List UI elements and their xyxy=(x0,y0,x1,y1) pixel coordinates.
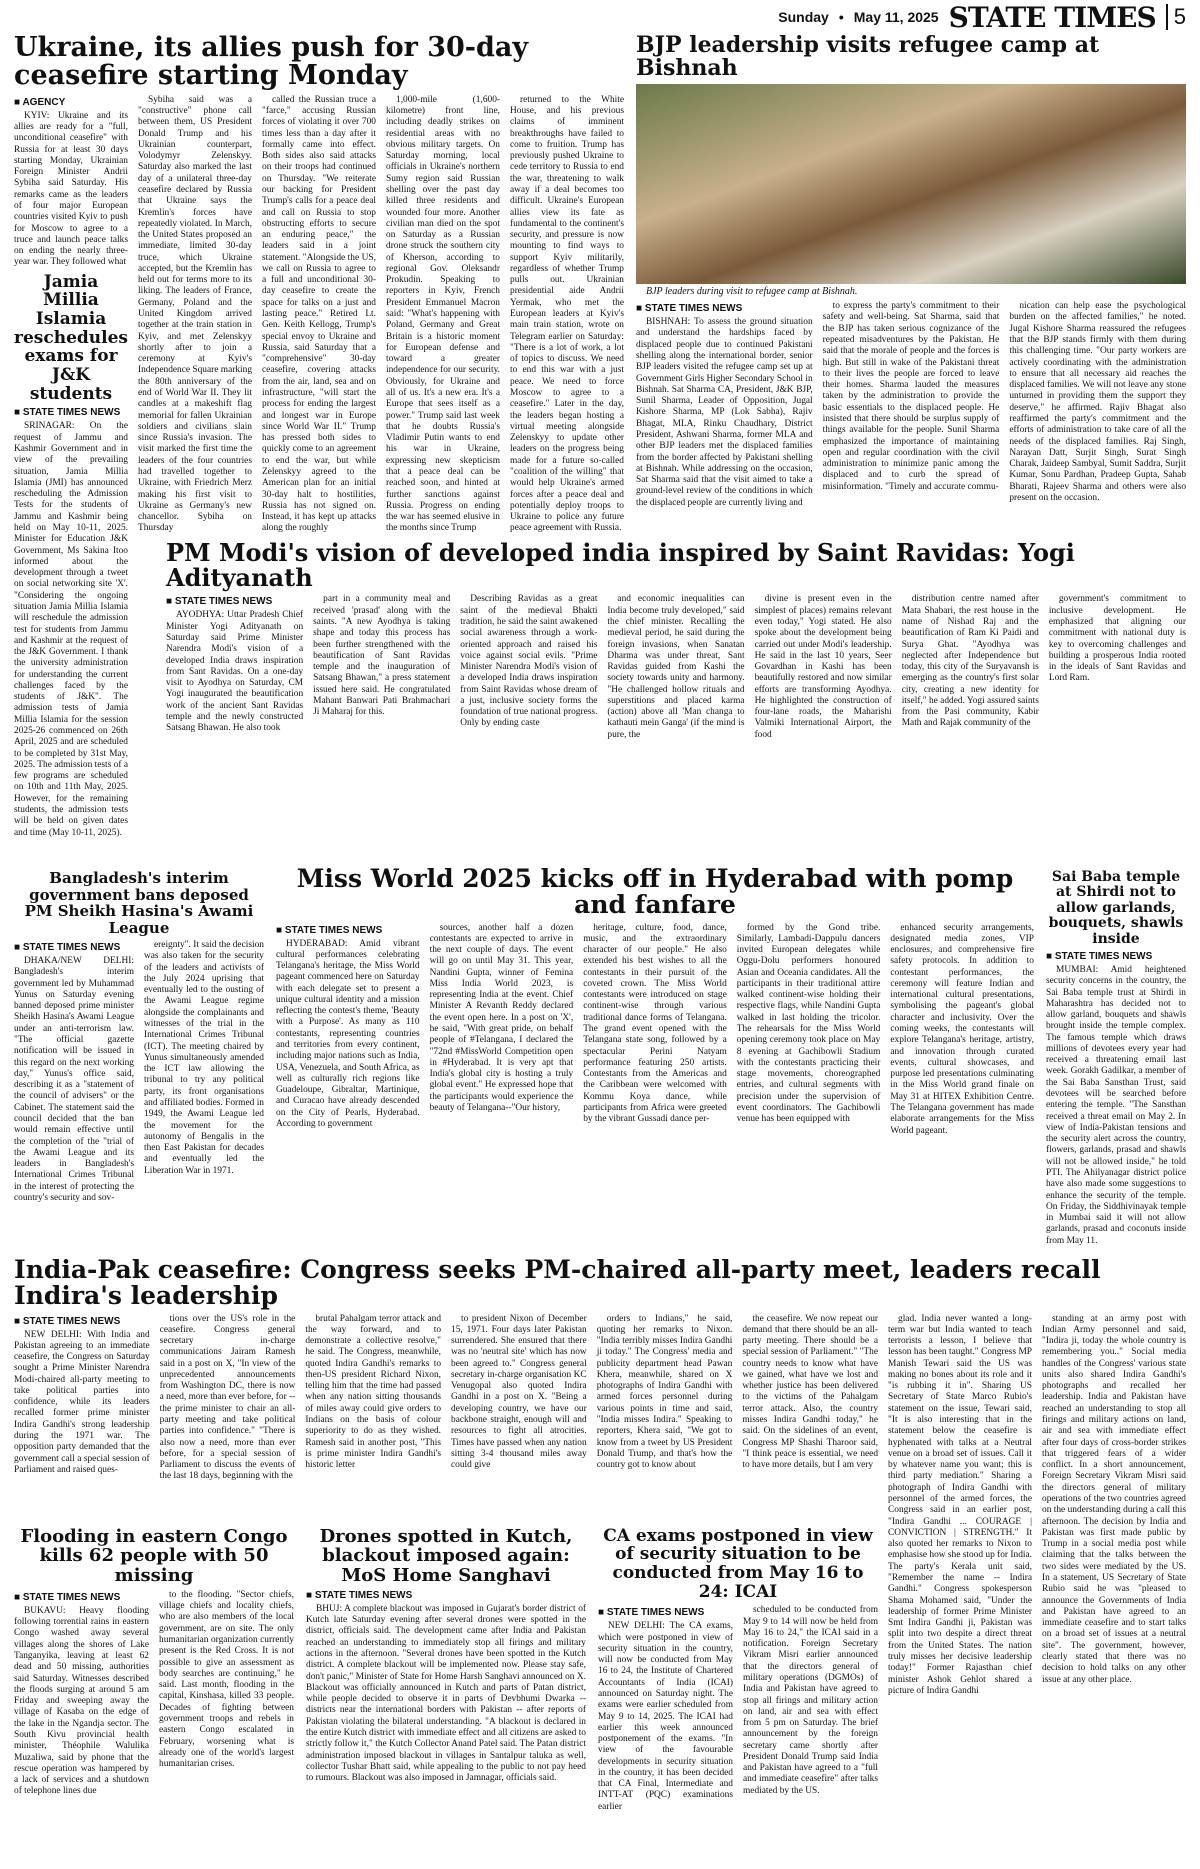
bjp-photo xyxy=(636,84,1186,284)
bangladesh-text: DHAKA/NEW DELHI: Bangladesh's interim government led by Muhammad Yunus on Saturday evening banned deposed prime minister Sheikh Hasina's Awami League under an anti-terrorism law. "The official gazette notification will be issued in this regard on the next working day," Yunus's office said, describing it as a "statement of the council of advisers" or the Cabinet. The statement said the council decided that the ban would remain effective until the completion of the "trial of the Awami League and its leaders in Bangladesh's International Crimes Tribunal in the interest of protecting the country's security and sov- xyxy=(14,956,134,1203)
ca-headline: CA exams postponed in view of security situation to be conducted from May 16 to 24: ICAI xyxy=(603,1525,873,1602)
modi-text: AYODHYA: Uttar Pradesh Chief Minister Yogi Adityanath on Saturday said Prime Minister Narendra Modi's vision of a developed India draws inspiration from Sant Ravidas. On a one-day visit to Ayodhya on Saturday, CM Yogi inaugurated the beautification work of the ancient Sant Ravidas temple and the newly constructed Satsang Bhawan. He also took xyxy=(166,610,304,734)
bjp-text: to express the party's commitment to their safety and well-being. Sat Sharma, said that the BJP has taken serious cognizance of the repeated misadventures by the Pakistan. He said that the morale of people and the forces is high. But still in wake of the Pakistani threat to their lives the people are forced to leave their homes. Sharma lauded the measures taken by the administration to provide the basic essentials to the displaced people. He insisted that there should be surplus supply of things available for the people. Sunil Sharma emphasized the importance of maintaining open and regular coordination with the civil administration to minimize panic among the displaced and to curb the spread of misinformation. "Timely and accurate commu- xyxy=(822,301,1000,492)
indiapak-text: to president Nixon of December 15, 1971. Four days later Pakistan surrendered. She ensured that there was no 'neutral site' which has now been agreed to." Congress general secretary in-charge organisation KC Venugopal also quoted Indira Gandhi in a post on X. "Being a developing country, we have our backbone straight, enough will and resources to fight all atrocities. Times have passed when any nation sitting 3-4 thousand miles away could give xyxy=(451,1313,587,1471)
bjp-headline: BJP leadership visits refugee camp at Bishnah xyxy=(636,32,1100,82)
missworld-text: formed by the Gond tribe. Similarly, Lambadi-Dappulu dancers invited European delegates while Oggu-Dolu performers honoured Asian and Oceania candidates. All the participants in their traditional attire walked continent-wise holding their respective flags, while Nandini Gupta walked in last holding the tricolor. The rehearsals for the Miss World opening ceremony took place on May 8 evening at Gachibowli Stadium with the contestants practicing their stage movements, choreographed entries, and cultural segments with precision under the supervision of event coordinators. The Gachibowli venue has been equipped with xyxy=(736,922,881,1125)
kutch-headline: Drones spotted in Kutch, blackout imposed again: MoS Home Sanghavi xyxy=(319,1525,573,1587)
indiapak-col-3 xyxy=(305,1314,441,1519)
bangladesh-headline: Bangladesh's interim government bans deposed PM Sheikh Hasina's Awami League xyxy=(24,869,254,937)
congo-text: BUKAVU: Heavy flooding following torrential rains in eastern Congo washed away several villages along the shores of Lake Tanganyika, leaving at least 62 dead and 50 missing, authorities said Saturday. Witnesses described the floods surging at around 5 am Friday and sweeping away the village of Kasaba on the edge of the lake in the Ngandja sector. The South Kivu provincial health minister, Théophile Walulika Muzaliwa, said by phone that the rescue operation was hampered by a lack of services and a shutdown of telephone lines due xyxy=(14,1605,149,1797)
jamia-text: SRINAGAR: On the request of Jammu and Kashmir Government and in view of the prevailing situation, Jamia Millia Islamia (JMI) has announced rescheduling the Admission Tests for the students of Jammu and Kashmir being held on May 10-11, 2025. Minister for Education J&K Government, Ms Sakina Itoo informed about the development through a tweet on social networking site 'X'. "Considering the ongoing situation Jamia Millia Islamia will reschedule the admission test for students from Jammu and Kashmir at the request of the J&K Government. I thank the university administration for understanding the current challenges faced by the students of J&K". The admission tests of Jamia Millia Islamia for the session 2025-26 commenced on 26th April, 2025 and are scheduled to be completed by 31st May, 2025. The admission tests of a few programs are scheduled on 10th and 11th May, 2025. However, for the remaining students, the admission tests will be held on given dates and time (May 10-11, 2025). xyxy=(14,421,128,838)
bottom-stories xyxy=(14,1523,878,1828)
indiapak-text: the ceasefire. We now repeat our demand that there should be an all-party meeting. There should be a special session of Parliament." "The country needs to know what have we gained, what have we lost and whether justice has been delivered to the victims of the Pahalgam terror attack. Also, the country misses Indira Gandhi today," he said. On the sidelines of an event, Congress MP Shashi Tharoor said, "I think peace is essential, we need to have more details, but I am very xyxy=(742,1313,879,1471)
indiapak-col-8 xyxy=(1042,1314,1186,1829)
kutch-dateline: ■ STATE TIMES NEWS xyxy=(306,1590,586,1602)
ukraine-headline: Ukraine, its allies push for 30-day ceasefire starting Monday xyxy=(14,32,529,92)
ukraine-text: KYIV: Ukraine and its allies are ready for a "full, unconditional ceasefire" with Russia for at least 30 days starting Monday, Ukrainian Foreign Minister Andrii Sybiha said Saturday. His remarks came as the leaders of four major European countries visited Kyiv to push for Moscow to agree to a truce and launch peace talks on ending the nearly three-year war. They followed what xyxy=(14,110,128,268)
bjp-dateline: ■ STATE TIMES NEWS xyxy=(636,303,813,315)
indiapak-dateline: ■ STATE TIMES NEWS xyxy=(14,1316,150,1328)
congo-col-2 xyxy=(159,1590,294,1840)
bjp-col-3 xyxy=(1009,301,1186,549)
saibaba-text: MUMBAI: Amid heightened security concerns in the country, the Sai Baba temple trust at Shirdi in Maharashtra has decided not to allow garland, bouquets and shawls brought inside the temple complex. The famous temple which draws millions of devotees every year had received a threatening email last week. Gorakh Gadilkar, a member of the Sai Baba Sansthan Trust, said devotees will be searched before entering the temple. "The Sansthan received a threat email on May 2. In view of India-Pakistan tensions and the security alert across the country, flowers, garlands, prasad and shawls will not be allowed inside," he told PTI. The Ahilyanagar district police have also made some suggestions to enhance the security of the temple. On Friday, the Siddhivinayak temple in Mumbai said it will not allow garlands, prasad and coconuts inside from May 11. xyxy=(1046,964,1186,1246)
indiapak-text: standing at an army post with Indian Army personnel and said, "Indira ji, today the whole country is remembering you.." Social media handles of the Congress' various state units also shared Indira Gandhi's photographs and recalled her leadership. India and Pakistan have reached an understanding to stop all firings and military actions on land, air and sea with immediate effect after four days of cross-border strikes that triggered fears of a wider conflict. In a short announcement, Foreign Secretary Vikram Misri said the directors general of military operations of the two countries agreed on the understanding during a call this afternoon. The decision by India and Pakistan was first made public by Trump in a social media post while claiming that the talks between the two sides were mediated by the US. In a statement, US Secretary of State Rubio said he was "pleased to announce the Governments of India and Pakistan have agreed to an immediate ceasefire and to start talks on a broad set of issues at a neutral site". The government, however, clearly stated that there was no decision to hold talks on any other issue at any other place. xyxy=(1042,1313,1186,1685)
ukraine-text: returned to the White House, and his previous claims of imminent breakthroughs have failed to come to fruition. Trump has previously pushed Ukraine to cede territory to Russia to end the war, threatening to walk away if a deal becomes too difficult. Ukraine's European allies view its fate as fundamental to the continent's security, and pressure is now mounting to find ways to support Kyiv militarily, regardless of whether Trump pulls out. Ukrainian presidential aide Andrii Yermak, who met the European leaders at Kyiv's main train station, wrote on Telegram earlier on Saturday: "There is a lot of work, a lot of topics to discuss. We need to end this war with a just peace. We need to force Moscow to agree to a ceasefire." Later in the day, the leaders began hosting a virtual meeting alongside Zelenskyy to update other leaders on the progress being made for a future so-called "coalition of the willing" that would help Ukraine's armed forces after a peace deal and potentially deploy troops to Ukraine to police any future peace agreement with Russia. xyxy=(510,94,624,534)
modi-text: government's commitment to inclusive development. He emphasized that aligning our commitment with national duty is key to overcoming challenges and building a prosperous India rooted in the ideals of Sant Ravidas and Lord Ram. xyxy=(1048,594,1186,684)
indiapak-col-5 xyxy=(597,1314,733,1519)
indiapak-text: orders to Indians," he said, quoting her remarks to Nixon. "India terribly misses Indira Gandhi ji today." The Congress' media and publicity department head Pawan Khera, meanwhile, shared on X photographs of Indira Gandhi with armed forces personnel during various points in time and said, "India misses Indira." Speaking to reporters, Khera said, "We got to know from a tweet by US President Donald Trump, and that's how the country got to know about xyxy=(596,1313,733,1471)
indiapak-headline: India-Pak ceasefire: Congress seeks PM-chaired all-party meet, leaders recall Indira's leadership xyxy=(14,1255,1101,1311)
indiapak-text: NEW DELHI: With India and Pakistan agreeing to an immediate ceasefire, the Congress on Saturday sought a Prime Minister Narendra Modi-chaired all-party meeting to take political parties into confidence, while its leaders recalled former prime minister Indira Gandhi's strong leadership during the 1971 war. The opposition party demanded that the government call a special session of Parliament and raised ques- xyxy=(14,1329,150,1475)
congo-text: to the flooding. "Sector chiefs, village chiefs and locality chiefs, who are also members of the local government, are on site. The only humanitarian organization currently present is the Red Cross. It is not possible to give an assessment as body searches are continuing," he said. Last month, flooding in the capital, Kinshasa, killed 33 people. Decades of fighting between government troops and rebels in eastern Congo escalated in February, worsening what is already one of the world's largest humanitarian crises. xyxy=(159,1589,294,1770)
congo-headline: Flooding in eastern Congo kills 62 people with 50 missing xyxy=(20,1525,288,1587)
missworld-article xyxy=(276,866,1034,1251)
indiapak-col-6 xyxy=(742,1314,878,1519)
modi-article xyxy=(166,540,1186,860)
ukraine-col-3 xyxy=(262,95,376,547)
bangladesh-col-2 xyxy=(144,940,264,1275)
indiapak-text: glad. India never wanted a long-term war but India wanted to teach terrorists a lesson, I believe that lesson has been taught." Congress MP Manish Tewari said the US was making no bones about its role and it "is rubbing it in". Sharing US Secretary of State Marco Rubio's statement on the issue, Tewari said, "It is also interesting that in the statement below the ceasefire is hyphenated with talks at a Neutral venue on a broad set of issues. Call it by whatever name you want; this is third party mediation." Sharing a photograph of Indira Gandhi with personnel of the armed forces, the Congress said in an earlier post, "Indira Gandhi ... COURAGE | CONVICTION | STRENGTH." It also quoted her remarks to Nixon to emphasise how she stood up for India. The party's Kerala unit said, "Remember the name -- Indira Gandhi." Congress spokesperson Shama Mohamed said, "Under the leadership of former Prime Minister Smt Indira Gandhi ji, Pakistan was split into two despite a direct threat from the United States. The nation truly misses her decisive leadership today!" Former Rajasthan chief minister Ashok Gehlot shared a picture of Indira Gandhi xyxy=(888,1313,1032,1696)
ukraine-col-5 xyxy=(510,95,624,547)
saibaba-dateline: ■ STATE TIMES NEWS xyxy=(1046,951,1186,963)
bjp-text: BISHNAH: To assess the ground situation and understand the hardships faced by displaced people due to continued Pakistani shelling along the international border, senior BJP leaders visited the refugee camp set up at Government Girls Higher Secondary School in Bishnah. Sat Sharma CA, President, J&K BJP, Sunil Sharma, Leader of Opposition, Jugal Kishore Sharma, MP (Lok Sabha), Rajiv Bhagat, MLA, Rinku Chaudhary, District President, Ashwani Sharma, former MLA and other BJP leaders met the displaced families from the border affected by Pakistani shelling at Bishnah. While addressing on the occasion, Sat Sharma said that the visit aimed to take a ground-level review of the conditions in which the displaced people are currently living and xyxy=(636,317,813,508)
kutch-text: BHUJ: A complete blackout was imposed in Gujarat's border district of Kutch late Saturday evening after several drones were spotted in the district, officials said. The development came after India and Pakistan reached an understanding to immediately stop all firings and military actions in the afternoon. "Several drones have been spotted in the Kutch district. A complete blackout will be implemented now. Please stay safe, don't panic," Minister of State for Home Harsh Sanghavi announced on X. Blackout was officially announced in Kutch and parts of Patan district, while people decided to observe it in parts of Devbhumi Dwarka -- districts near the international borders with Pakistan -- after reports of Pakistan violating the bilateral understanding. "A blackout is declared in the entire Kutch district with immediate effect and all citizens are asked to strictly follow it," the Kutch Collector Anand Patel said. The Patan district administration imposed blackout in villages in Santalpur taluka as well, collector Tushar Bhatt said, while appealing to the public to not pay heed to rumours. Blackout was also imposed in Jamnagar, officials said. xyxy=(306,1603,586,1784)
indiapak-col-1 xyxy=(14,1314,150,1519)
indiapak-article xyxy=(14,1257,1186,1817)
indiapak-left xyxy=(14,1314,878,1834)
missworld-col-4 xyxy=(737,923,881,1268)
page-number: 5 xyxy=(1166,4,1186,30)
bullet-icon: • xyxy=(838,9,844,25)
ukraine-text: 1,000-mile (1,600-kilometre) front line, including deadly strikes on residential areas with no obvious military targets. On Saturday morning, local officials in Ukraine's northern Sumy region said Russian shelling over the past day killed three residents and wounded four more. Another civilian man died on the spot on Saturday as a Russian drone struck the southern city of Kherson, according to regional Gov. Oleksandr Prokudin. Speaking to reporters in Kyiv, French President Emmanuel Macron said: "What's happening with Poland, Germany and Great Britain is a historic moment for European defense and toward a greater independence for our security. Obviously, for Ukraine and all of us. It's a new era. It's a Europe that sees itself as a power." Trump said last week that he doubts Russia's Vladimir Putin wants to end his war in Ukraine, expressing new skepticism that a peace deal can be reached soon, and hinted at further sanctions against Russia. Progress on ending the war has seemed elusive in the months since Trump xyxy=(386,94,500,534)
bangladesh-article xyxy=(14,866,264,1251)
modi-band xyxy=(14,540,1186,860)
missworld-text: sources, another half a dozen contestants are expected to arrive in the next couple of days. The event will go on until May 31. This year, Nandini Gupta, winner of Femina Miss India World 2023, is representing India at the event. Chief Minister A Revanth Reddy declared the event open here. In a post on 'X', he said, "With great pride, on behalf people of #Telangana, I declared the "72nd #MissWorld Competition open in #Hyderabad. It is very apt that India's global city is hosting a truly global event." He expressed hope that the participants would experience the beauty of Telangana--"Our history, xyxy=(429,922,574,1113)
modi-text: and economic inequalities can India become truly developed," said the chief minister. Recalling the medieval period, he said during the foreign invasions, when Sanatan Dharma was under threat, Sant Ravidas guided from Kashi the society towards unity and harmony. "He challenged hollow rituals and superstitions and placed karma (action) above all 'Man changa to kathauti mein Ganga' (if the mind is pure, the xyxy=(607,594,745,740)
ca-article xyxy=(598,1523,878,1828)
modi-text: divine is present even in the simplest of places) remains relevant even today," Yogi stated. He also spoke about the development being carried out under Modi's leadership. He said in the last 10 years, Seer Govardhan in Kashi has been beautifully restored and now similar efforts are transforming Ayodhya. He highlighted the construction of four-lane roads, the Maharishi Valmiki International Airport, the food xyxy=(754,594,892,740)
missworld-col-2 xyxy=(430,923,574,1268)
bjp-article xyxy=(636,34,1186,534)
ca-text: scheduled to be conducted from May 9 to 14 will now be held from May 16 to 24," the ICAI said in a notification. Foreign Secretary Vikram Misri earlier announced that the directors general of military operations (DGMOs) of India and Pakistan have agreed to stop all firings and military action on land, air and sea with effect from 5 pm on Saturday. The brief announcement by the foreign secretary came shortly after President Donald Trump said India and Pakistan have agreed to a "full and immediate ceasefire" after talks mediated by the US. xyxy=(743,1605,878,1796)
missworld-text: HYDERABAD: Amid vibrant cultural performances celebrating Telangana's heritage, the Miss World pageant commenced here on Saturday with each delegate set to present a unique cultural identity and a mission reflecting the contest's theme, 'Beauty with a Purpose'. As many as 110 contestants, representing countries and territories from every continent, including major nations such as India, USA, Venezuela, and South Africa, as well as culturally rich regions like Guadeloupe, Gibraltar, Martinique, and Curacao have already descended on the City of Pearls, Hyderabad. According to government xyxy=(276,938,420,1129)
ukraine-text: Sybiha said was a "constructive" phone call between them, US President Donald Trump and his Ukrainian counterpart, Volodymyr Zelenskyy. Saturday also marked the last day of a unilateral three-day ceasefire declared by Russia that Ukraine says the Kremlin's forces have repeatedly violated. In March, the United States proposed an immediate, limited 30-day truce, which Ukraine accepted, but the Kremlin has held out for terms more to its liking. The leaders of France, Germany, Poland and the United Kingdom arrived together at the train station in Kyiv, and met Zelenskyy shortly after to join a ceremony at Kyiv's Independence Square marking the 80th anniversary of the end of World War II. They lit candles at a makeshift flag memorial for fallen Ukrainian soldiers and civilians slain since Russia's invasion. The visit marked the first time the leaders of the four countries had travelled together to Ukraine, with Friedrich Merz making his first visit to Ukraine as Germany's new chancellor. Sybiha on Thursday xyxy=(138,94,253,534)
ca-col-2 xyxy=(743,1605,878,1855)
modi-col-4 xyxy=(607,594,744,879)
congo-dateline: ■ STATE TIMES NEWS xyxy=(14,1592,149,1604)
modi-text: distribution centre named after Mata Shabari, the rest house in the name of Nishad Raj and the beautification of Ram Ki Paidi and Surya Ghat. "Ayodhya was neglected after Independence but today, this city of the Suryavansh is emerging as the country's first solar city, creating a new identity for itself," he added. Yogi assured saints from the Pasi community, Kabir Math and Rajak community of the xyxy=(901,594,1039,729)
modi-dateline: ■ STATE TIMES NEWS xyxy=(166,596,303,608)
ukraine-col-1 xyxy=(14,95,128,838)
kutch-article xyxy=(306,1523,586,1828)
congo-col-1 xyxy=(14,1590,149,1840)
saibaba-headline: Sai Baba temple at Shirdi not to allow garlands, bouquets, shawls inside xyxy=(1048,869,1184,947)
bjp-text: nication can help ease the psychological burden on the affected families," he noted. Jugal Kishore Sharma reassured the refugees that the BJP stands firmly with them during this challenging time. "Our party workers are actively coordinating with the administration to ensure that all necessary aid reaches the displaced families. We will not leave any stone unturned in providing them the support they deserve," he affirmed. Rajiv Bhagat also reaffirmed the party's commitment and the efforts of administration to take care of all the needs of the displaced families. Raj Singh, Narayan Datt, Surjit Singh, Surat Singh Charak, Jaideep Sambyal, Sumit Saddra, Surjit Kumar, Sonu Pardhan, Pradeep Gupta, Sahab Bharati, Rajeev Sharma and others were also present on the occasion. xyxy=(1009,301,1187,503)
modi-col-7 xyxy=(1049,594,1186,879)
masthead xyxy=(14,0,1186,34)
modi-col-2 xyxy=(313,594,450,879)
bjp-caption: BJP leaders during visit to refugee camp at Bishnah. xyxy=(646,286,858,298)
modi-col-6 xyxy=(902,594,1039,879)
indiapak-text: brutal Pahalgam terror attack and the way forward, and to demonstrate a collective resolve," he said. The Congress, meanwhile, quoted Indira Gandhi's remarks to then-US president Richard Nixon, telling him that the time had passed when any nation sitting thousands of miles away could give orders to Indians on the basis of colour superiority to do as they wished. Ramesh said in another post, "This is prime minister Indira Gandhi's historic letter xyxy=(305,1313,442,1471)
missworld-dateline: ■ STATE TIMES NEWS xyxy=(276,925,420,937)
ukraine-col-2 xyxy=(138,95,252,547)
indiapak-col-4 xyxy=(451,1314,587,1519)
modi-col-5 xyxy=(755,594,892,879)
ukraine-dateline: ■ AGENCY xyxy=(14,97,128,109)
saibaba-col xyxy=(1046,951,1186,1271)
bangladesh-col-1 xyxy=(14,940,134,1275)
modi-text: Describing Ravidas as a great saint of the medieval Bhakti tradition, he said the saint awakened social awareness through a work-oriented approach and raised his voice against social evils. "Prime Minister Narendra Modi's vision of a developed India draws inspiration from Saint Ravidas whose dream of a just, inclusive society forms the foundation of true national progress. Only by ending caste xyxy=(460,594,598,729)
ukraine-text: called the Russian truce a "farce," accusing Russian forces of violating it over 700 times less than a day after it formally came into effect. Both sides also said attacks on their troops had continued on Thursday. "We reiterate our backing for President Trump's calls for a peace deal and call on Russia to stop obstructing efforts to secure an enduring peace," the leaders said in a joint statement. "Alongside the US, we call on Russia to agree to a full and unconditional 30-day ceasefire to create the space for talks on a just and lasting peace." Retired Lt. Gen. Keith Kellogg, Trump's special envoy to Ukraine and Russia, said Saturday that a "comprehensive" 30-day ceasefire, covering attacks from the air, land, sea and on infrastructure, "will start the process for ending the largest and longest war in Europe since World War II." Trump has pressed both sides to quickly come to an agreement to end the war, but while Zelenskyy agreed to the American plan for an initial 30-day halt to hostilities, Russia has not signed on. Instead, it has kept up attacks along the roughly xyxy=(262,94,376,534)
missworld-col-5 xyxy=(890,923,1034,1268)
ca-dateline: ■ STATE TIMES NEWS xyxy=(598,1607,733,1619)
masthead-date: May 11, 2025 xyxy=(853,9,939,25)
middle-band xyxy=(14,866,1186,1251)
masthead-logo: STATE TIMES xyxy=(948,0,1156,34)
kutch-col xyxy=(306,1590,586,1840)
modi-text: part in a community meal and received 'prasad' along with the saints. "A new Ayodhya is taking shape and today this process has been further strengthened with the beautification of Sant Ravidas temple and the inauguration of Satsang Bhawan," a press statement issued here said. He congratulated Mahant Banwari Pati Brahmachari Ji Maharaj for this. xyxy=(313,594,451,718)
modi-headline: PM Modi's vision of developed india inspired by Saint Ravidas: Yogi Adityanath xyxy=(166,538,1075,593)
jamia-dateline: ■ STATE TIMES NEWS xyxy=(14,407,128,419)
bangladesh-text: ereignty". It said the decision was also taken for the security of the leaders and activists of the July 2024 uprising that eventually led to the ousting of the Awami League regime alongside the complainants and witnesses of the trial in the International Crimes Tribunal (ICT). The meeting chaired by Yunus simultaneously amended the ICT law allowing the tribunal to try any political party, its front organisations and affiliated bodies. Formed in 1949, the Awami League led the movement for the autonomy of Bengalis in the then East Pakistan for decades and eventually led the Liberation War in 1971. xyxy=(144,940,264,1176)
missworld-col-3 xyxy=(583,923,727,1268)
ca-text: NEW DELHI: The CA exams, which were postponed in view of security situation in the country, will now be conducted from May 16 to 24, the Institute of Chartered Accountants of India (ICAI) announced on Saturday night. The exams were earlier scheduled from May 9 to 14, 2025. The ICAI had earlier this week announced postponement of the exams. "In view of the favourable developments in security situation in the country, it has been decided that CA Final, Intermediate and INTT-AT (PQC) examinations earlier xyxy=(598,1621,733,1812)
modi-col-1 xyxy=(166,594,303,879)
modi-col-3 xyxy=(460,594,597,879)
indiapak-col-7 xyxy=(888,1314,1032,1829)
ca-col-1 xyxy=(598,1605,733,1855)
saibaba-article xyxy=(1046,866,1186,1251)
missworld-col-1 xyxy=(276,923,420,1268)
missworld-text: enhanced security arrangements, designated media zones, VIP enclosures, and comprehensive fire safety protocols. In addition to contestant performances, the ceremony will feature Indian and international cultural presentations, symbolising the pageant's global character and inclusivity. Over the coming weeks, the contestants will explore Telangana's heritage, artistry, and innovation through curated events, cultural showcases, and purpose led presentations culminating in the Miss World grand finale on May 31 at HITEX Exhibition Centre. The Telangana government has made elaborate arrangements for the Miss World pageant. xyxy=(890,922,1034,1136)
bangladesh-dateline: ■ STATE TIMES NEWS xyxy=(14,942,134,954)
indiapak-text: tions over the US's role in the ceasefire. Congress general secretary in-charge communications Jairam Ramesh said in a post on X, "In view of the unprecedented announcements from Washington DC, there is now a need, more than ever before, for -- the prime minister to chair an all-party meeting and take political parties into confidence." "There is also now a need, more than ever before, for a special session of Parliament to discuss the events of the last 18 days, beginning with the xyxy=(159,1313,296,1482)
bjp-col-2 xyxy=(823,301,1000,549)
missworld-headline: Miss World 2025 kicks off in Hyderabad with pomp and fanfare xyxy=(296,864,1014,920)
left-spacer xyxy=(14,540,154,860)
masthead-day: Sunday xyxy=(778,9,829,25)
bjp-col-1 xyxy=(636,301,813,549)
ukraine-col-4 xyxy=(386,95,500,547)
congo-article xyxy=(14,1523,294,1828)
indiapak-col-2 xyxy=(160,1314,296,1519)
jamia-headline: Jamia Millia Islamia reschedules exams for J&K students xyxy=(14,271,128,404)
missworld-text: heritage, culture, food, dance, music, and the extraordinary character of our people." He also extended his best wishes to all the contestants in their pursuit of the coveted crown. The Miss World contestants were introduced on stage continent-wise through various traditional dance forms of Telangana. The grand event opened with the Telangana state song, followed by a spectacular Perini Natyam performance featuring 250 artists. Contestants from the Americas and the Caribbean were welcomed with Kommu Koya dance, while participants from Africa were greeted by the vibrant Gussadi dance per- xyxy=(583,922,727,1125)
